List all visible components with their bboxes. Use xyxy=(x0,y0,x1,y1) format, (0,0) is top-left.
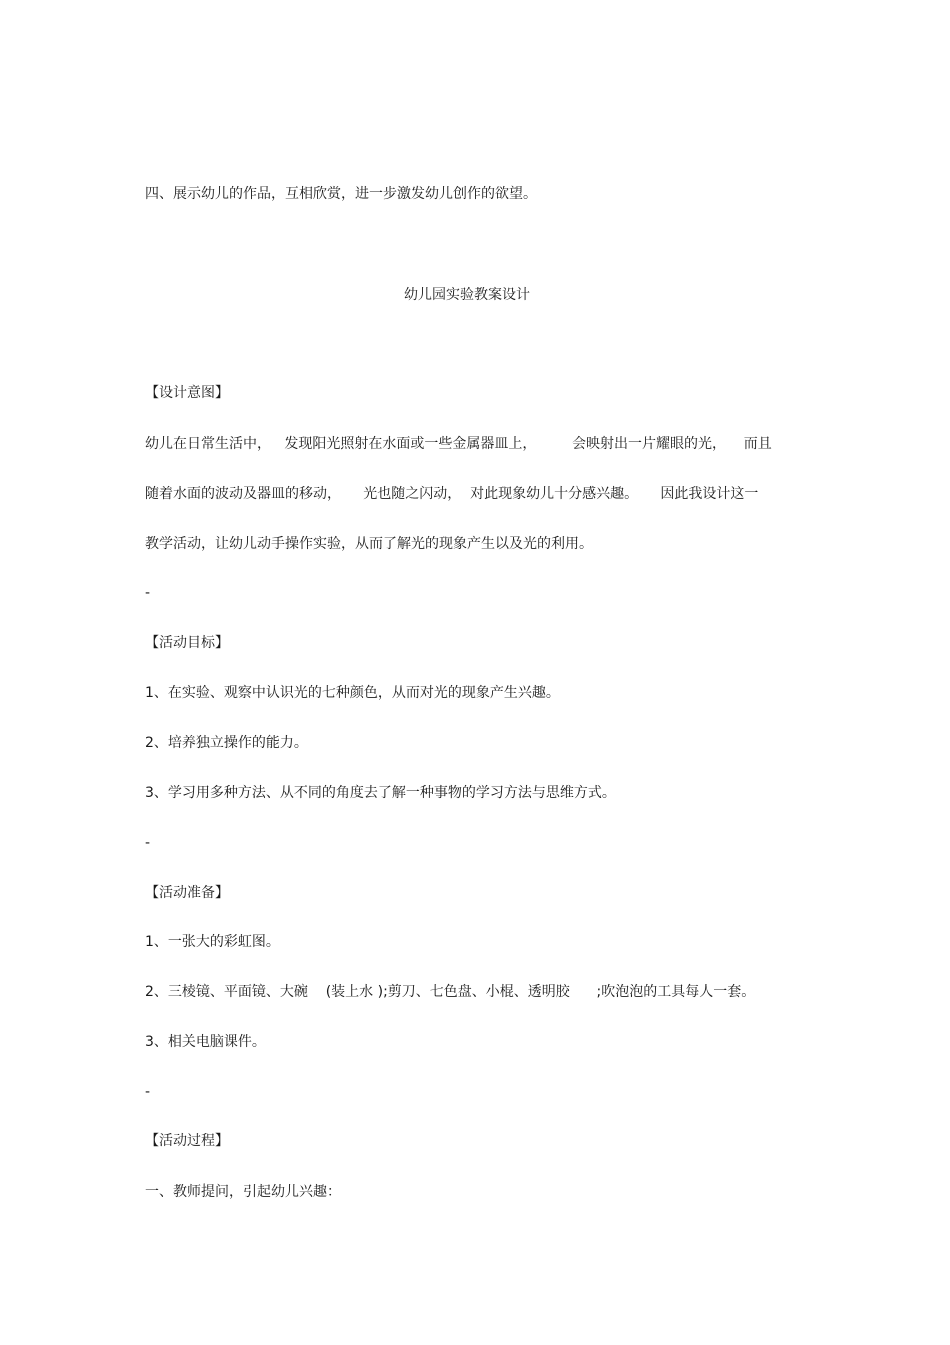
separator: - xyxy=(145,585,151,601)
design-intent-heading: 【设计意图】 xyxy=(145,385,229,401)
separator: - xyxy=(145,835,151,851)
preparation-item-2: 2、三棱镜、平面镜、大碗 (装上水 );剪刀、七色盘、小棍、透明胶 ;吹泡泡的工具每人一套。 xyxy=(145,984,756,1000)
design-intent-line-3: 教学活动，让幼儿动手操作实验，从而了解光的现象产生以及光的利用。 xyxy=(145,536,593,552)
goals-heading: 【活动目标】 xyxy=(145,635,229,651)
goal-item-2: 2、培养独立操作的能力。 xyxy=(145,735,308,751)
intro-line: 四、展示幼儿的作品，互相欣赏，进一步激发幼儿创作的欲望。 xyxy=(145,186,537,202)
preparation-item-1: 1、一张大的彩虹图。 xyxy=(145,934,280,950)
process-heading: 【活动过程】 xyxy=(145,1133,229,1149)
document-title: 幼儿园实验教案设计 xyxy=(404,287,530,303)
goal-item-1: 1、在实验、观察中认识光的七种颜色，从而对光的现象产生兴趣。 xyxy=(145,685,560,701)
design-intent-line-2: 随着水面的波动及器皿的移动， 光也随之闪动， 对此现象幼儿十分感兴趣。 因此我设计这一 xyxy=(145,486,759,502)
goal-item-3: 3、学习用多种方法、从不同的角度去了解一种事物的学习方法与思维方式。 xyxy=(145,785,616,801)
separator: - xyxy=(145,1084,151,1100)
process-item-1: 一、教师提问，引起幼儿兴趣： xyxy=(145,1184,341,1200)
design-intent-line-1: 幼儿在日常生活中， 发现阳光照射在水面或一些金属器皿上， 会映射出一片耀眼的光， 而且 xyxy=(145,436,772,452)
preparation-item-3: 3、相关电脑课件。 xyxy=(145,1034,266,1050)
preparation-heading: 【活动准备】 xyxy=(145,885,229,901)
